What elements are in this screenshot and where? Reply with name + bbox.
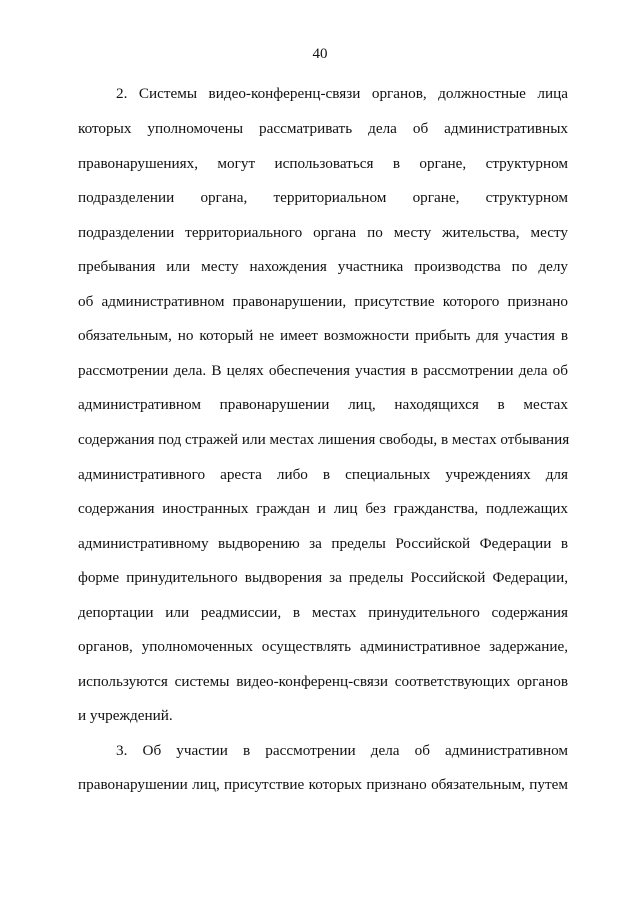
paragraph-2-line-2: которых уполномочены рассматривать дела об административных <box>78 120 568 137</box>
paragraph-2-line-13: содержания иностранных граждан и лиц без гражданства, подлежащих <box>78 500 568 517</box>
paragraph-2-line-10: административном правонарушении лиц, находящихся в местах <box>78 396 568 413</box>
paragraph-2-line-1: 2. Системы видео-конференц-связи органов, должностные лица <box>116 85 568 102</box>
paragraph-2-line-11: содержания под стражей или местах лишения свободы, в местах отбывания <box>78 431 570 448</box>
paragraph-2-line-18: используются системы видео-конференц-связи соответствующих органов <box>78 673 568 690</box>
paragraph-2-line-17: органов, уполномоченных осуществлять административное задержание, <box>78 638 568 655</box>
paragraph-2-line-6: пребывания или месту нахождения участника производства по делу <box>78 258 568 275</box>
paragraph-2-line-12: административного ареста либо в специальных учреждениях для <box>78 466 568 483</box>
paragraph-2-line-4: подразделении органа, территориальном органе, структурном <box>78 189 568 206</box>
paragraph-2-line-5: подразделении территориального органа по месту жительства, месту <box>78 224 568 241</box>
paragraph-2-line-14: административному выдворению за пределы Российской Федерации в <box>78 535 568 552</box>
paragraph-2-line-19: и учреждений. <box>78 707 173 724</box>
paragraph-2-line-15: форме принудительного выдворения за пределы Российской Федерации, <box>78 569 568 586</box>
paragraph-2-line-8: обязательным, но который не имеет возможности прибыть для участия в <box>78 327 568 344</box>
paragraph-2-line-7: об административном правонарушении, присутствие которого признано <box>78 293 568 310</box>
paragraph-3-line-2: правонарушении лиц, присутствие которых признано обязательным, путем <box>78 776 568 793</box>
paragraph-2-line-9: рассмотрении дела. В целях обеспечения участия в рассмотрении дела об <box>78 362 568 379</box>
paragraph-2-line-3: правонарушениях, могут использоваться в органе, структурном <box>78 155 568 172</box>
paragraph-3-line-1: 3. Об участии в рассмотрении дела об административном <box>116 742 568 759</box>
paragraph-2-line-16: депортации или реадмиссии, в местах принудительного содержания <box>78 604 568 621</box>
page-number: 40 <box>312 46 328 62</box>
